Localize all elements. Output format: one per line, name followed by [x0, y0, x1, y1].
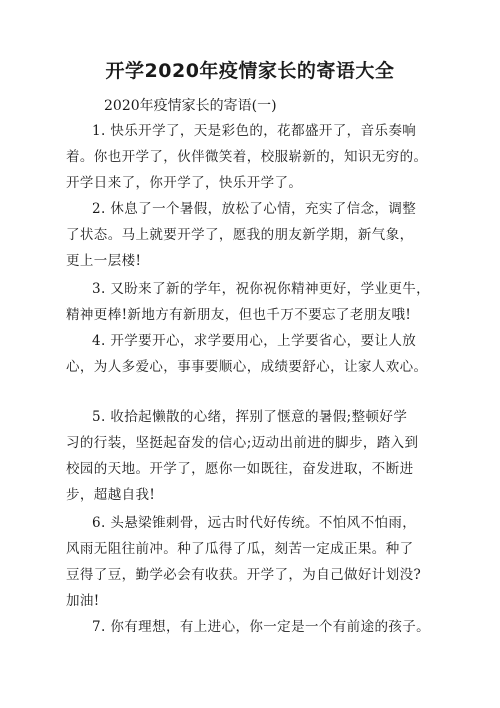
paragraph-1-line-1: 1. 快乐开学了，天是彩色的，花都盛开了，音乐奏响 — [92, 123, 417, 139]
paragraph-2-line-3: 更上一层楼! — [66, 253, 142, 269]
paragraph-5-line-2: 习的行装，坚挺起奋发的信心;迈动出前进的脚步，踏入到 — [66, 435, 419, 451]
paragraph-2-line-2: 了状态。马上就要开学了，愿我的朋友新学期，新气象， — [66, 227, 414, 243]
paragraph-6-line-2: 风雨无阻往前冲。种了瓜得了瓜，刻苦一定成正果。种了 — [66, 541, 414, 557]
page-title: 开学2020年疫情家长的寄语大全 — [105, 60, 395, 82]
paragraph-5-line-1: 5. 收拾起懒散的心绪，挥别了惬意的暑假;整顿好学 — [92, 409, 408, 425]
paragraph-3-line-1: 3. 又盼来了新的学年，祝你祝你精神更好，学业更牛， — [92, 281, 431, 297]
paragraph-5-line-4: 步，超越自我! — [66, 487, 156, 503]
paragraph-6-line-3: 豆得了豆，勤学必会有收获。开学了，为自己做好计划没? — [66, 567, 422, 583]
paragraph-6-line-1: 6. 头悬梁锥刺骨，远古时代好传统。不怕风不怕雨， — [92, 515, 417, 531]
paragraph-4-line-1: 4. 开学要开心，求学要用心，上学要省心，要让人放 — [92, 333, 417, 349]
paragraph-7-line-1: 7. 你有理想，有上进心，你一定是一个有前途的孩子。 — [92, 619, 431, 635]
paragraph-4-line-2: 心，为人多爱心，事事要顺心，成绩要舒心，让家人欢心。 — [66, 359, 428, 375]
paragraph-3-line-2: 精神更棒!新地方有新朋友，但也千万不要忘了老朋友哦! — [66, 307, 412, 323]
section-heading: 2020年疫情家长的寄语(一) — [104, 98, 277, 114]
paragraph-2-line-1: 2. 休息了一个暑假，放松了心情，充实了信念，调整 — [92, 201, 417, 217]
paragraph-1-line-2: 着。你也开学了，伙伴微笑着，校服崭新的，知识无穷的。 — [66, 149, 428, 165]
paragraph-5-line-3: 校园的天地。开学了，愿你一如既往，奋发进取，不断进 — [66, 461, 414, 477]
paragraph-1-line-3: 开学日来了，你开学了，快乐开学了。 — [66, 175, 303, 191]
paragraph-6-line-4: 加油! — [66, 593, 100, 609]
